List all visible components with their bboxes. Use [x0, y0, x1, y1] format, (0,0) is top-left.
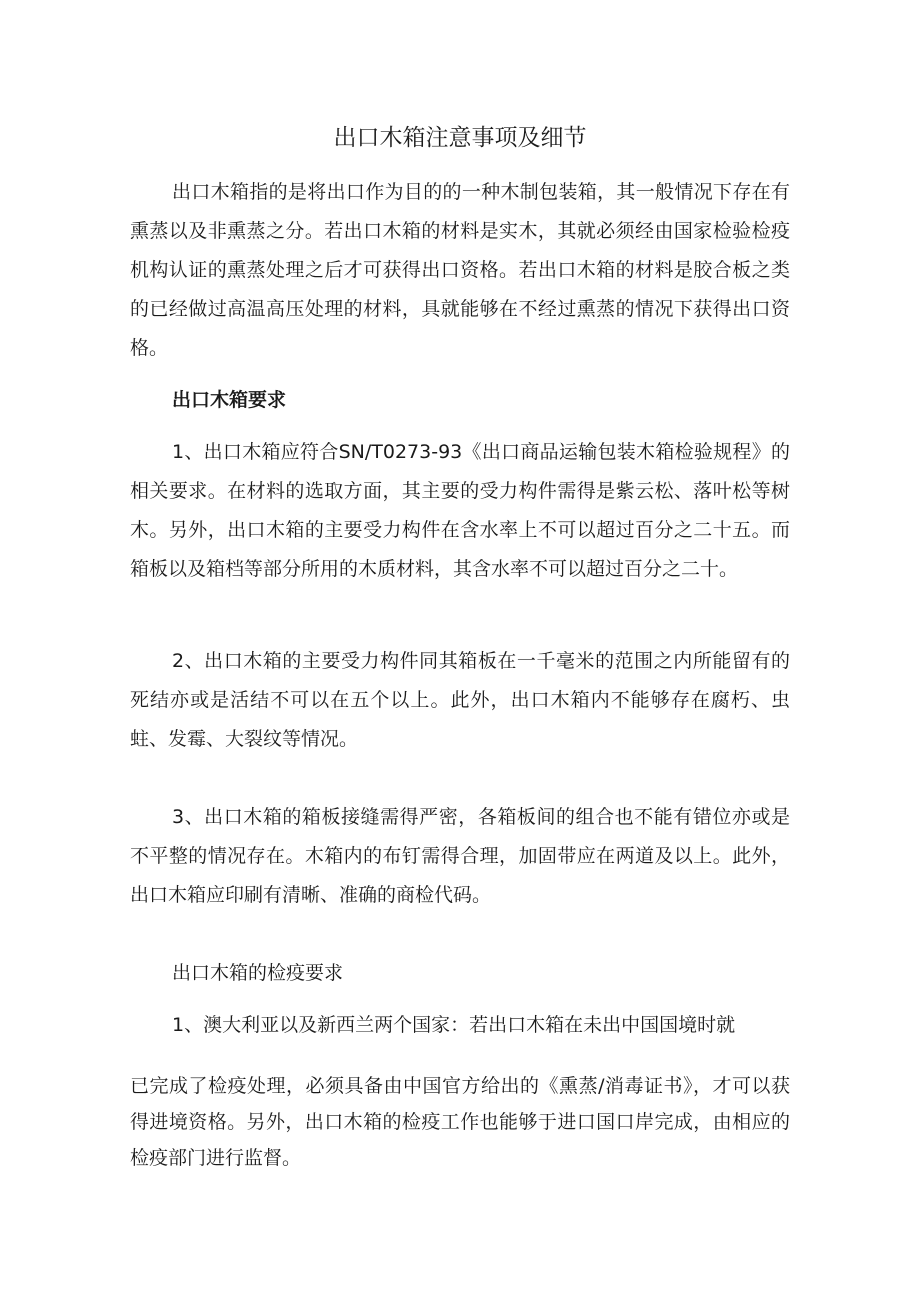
requirement-3-paragraph: 3、出口木箱的箱板接缝需得严密，各箱板间的组合也不能有错位亦或是不平整的情况存在。木箱内的布钉需得合理，加固带应在两道及以上。此外，出口木箱应印刷有清晰、准确的商检代码。 [130, 806, 790, 906]
intro-paragraph: 出口木箱指的是将出口作为目的的一种木制包装箱，其一般情况下存在有熏蒸以及非熏蒸之分。若出口木箱的材料是实木，其就必须经由国家检验检疫机构认证的熏蒸处理之后才可获得出口资格。若出口木箱的材料是胶合板之类的已经做过高温高压处理的材料，具就能够在不经过熏蒸的情况下获得出口资格。 [130, 181, 790, 359]
quarantine-1-first-line: 1、澳大利亚以及新西兰两个国家：若出口木箱在未出中国国境时就 [172, 1014, 736, 1036]
quarantine-1-paragraph: 已完成了检疫处理，必须具备由中国官方给出的《熏蒸/消毒证书》，才可以获得进境资格。另外，出口木箱的检疫工作也能够于进口国口岸完成，由相应的检疫部门进行监督。 [130, 1075, 790, 1169]
section-heading-requirements: 出口木箱要求 [172, 389, 287, 411]
requirement-1-paragraph: 1、出口木箱应符合SN/T0273-93《出口商品运输包装木箱检验规程》的相关要求。在材料的选取方面，其主要的受力构件需得是紫云松、落叶松等树木。另外，出口木箱的主要受力构件在含水率上不可以超过百分之二十五。而箱板以及箱档等部分所用的木质材料，其含水率不可以超过百分之二十。 [130, 441, 790, 580]
requirement-2-paragraph: 2、出口木箱的主要受力构件同其箱板在一千毫米的范围之内所能留有的死结亦或是活结不可以在五个以上。此外，出口木箱内不能够存在腐朽、虫蛀、发霉、大裂纹等情况。 [130, 650, 790, 750]
section-heading-quarantine: 出口木箱的检疫要求 [172, 962, 344, 984]
document-title: 出口木箱注意事项及细节 [333, 125, 587, 151]
